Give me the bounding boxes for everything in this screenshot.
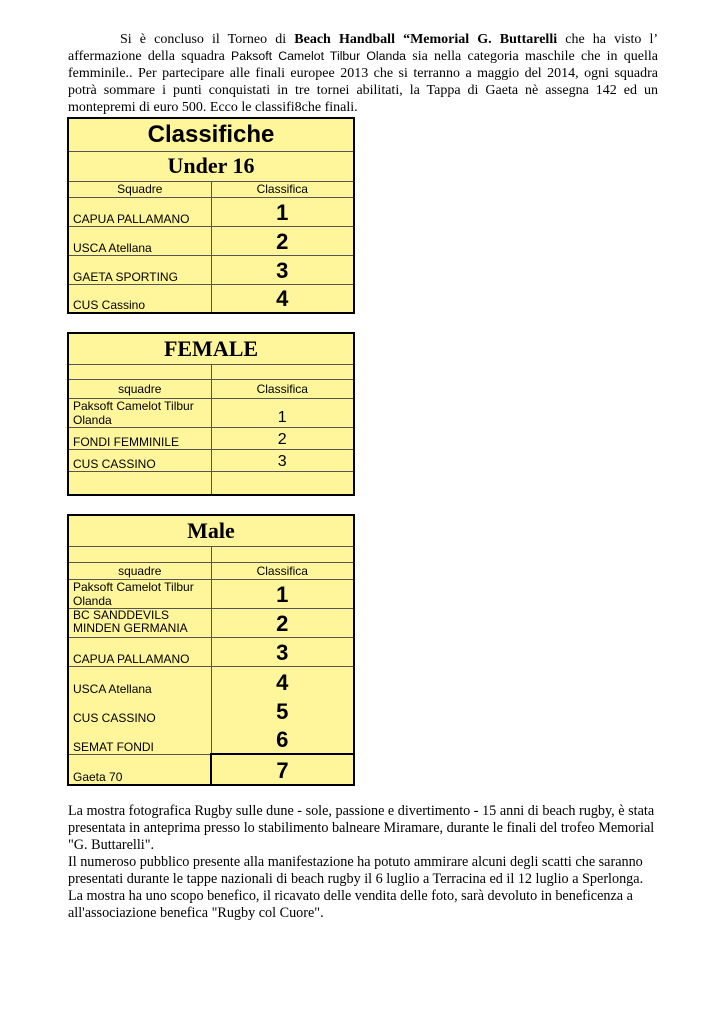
- table-row: [68, 754, 354, 785]
- male-table: [67, 514, 355, 786]
- category-title: Under 16: [68, 151, 354, 181]
- intro-text: che ha visto l’ affermazione della squadra: [68, 32, 659, 64]
- rank: 4: [211, 666, 354, 696]
- team-name: USCA Atellana: [68, 226, 211, 255]
- rank: 7: [211, 754, 354, 785]
- paragraph: La mostra fotografica Rugby sulle dune - sole, passione e divertimento - 15 anni di beach rugby, è stata presentata in anteprima presso lo stabilimento balneare Miramare, durante le finali del trofeo Memorial "G. Buttarelli".: [68, 803, 655, 853]
- table-row: [68, 666, 354, 696]
- table-row: [68, 427, 354, 449]
- female-table: [67, 332, 355, 496]
- paragraph: Il numeroso pubblico presente alla manifestazione ha potuto ammirare alcuni degli scatti che saranno presentati durante le tappe nazionali di beach rugby il 6 luglio a Terracina ed il 12 luglio a Sperlonga.: [68, 854, 644, 887]
- team-name: CUS CASSINO: [68, 449, 211, 471]
- intro-paragraph: [68, 31, 658, 116]
- rank: 2: [211, 608, 354, 637]
- table-row: [68, 284, 354, 313]
- table-row: [68, 637, 354, 666]
- column-header: Classifica: [211, 379, 354, 398]
- intro-text: Si è concluso il Torneo di: [120, 32, 295, 47]
- rank: 1: [211, 197, 354, 226]
- team-name: GAETA SPORTING: [68, 255, 211, 284]
- winning-team: Paksoft Camelot Tilbur Olanda: [231, 49, 407, 63]
- column-header: squadre: [68, 379, 211, 398]
- table-row: [68, 608, 354, 637]
- rank: 1: [211, 398, 354, 427]
- category-title: FEMALE: [68, 333, 354, 364]
- team-name: BC SANDDEVILS MINDEN GERMANIA: [68, 608, 211, 637]
- tournament-name: Beach Handball “Memorial G. Buttarelli: [294, 32, 558, 47]
- team-name: CAPUA PALLAMANO: [68, 637, 211, 666]
- rank: 2: [211, 226, 354, 255]
- team-name: CUS CASSINO: [68, 696, 211, 725]
- column-header: Classifica: [211, 181, 354, 197]
- rank: 4: [211, 284, 354, 313]
- rank: 3: [211, 449, 354, 471]
- table-title: Classifiche: [68, 118, 354, 151]
- team-name: CUS Cassino: [68, 284, 211, 313]
- team-name: Gaeta 70: [68, 754, 211, 785]
- rank: 5: [211, 696, 354, 725]
- closing-paragraphs: [68, 803, 658, 922]
- table-row: [68, 449, 354, 471]
- column-header: Squadre: [68, 181, 211, 197]
- team-name: Paksoft Camelot Tilbur Olanda: [68, 398, 211, 427]
- paragraph: La mostra ha uno scopo benefico, il ricavato delle vendita delle foto, sarà devoluto in beneficenza a all'associazione benefica "Rugby col Cuore".: [68, 888, 633, 921]
- team-name: USCA Atellana: [68, 666, 211, 696]
- rank: 3: [211, 637, 354, 666]
- column-header: Classifica: [211, 562, 354, 579]
- team-name: FONDI FEMMINILE: [68, 427, 211, 449]
- table-row: [68, 255, 354, 284]
- rank: 1: [211, 579, 354, 608]
- table-row: [68, 725, 354, 754]
- table-row: [68, 197, 354, 226]
- team-name: Paksoft Camelot Tilbur Olanda: [68, 579, 211, 608]
- team-name: SEMAT FONDI: [68, 725, 211, 754]
- table-row: [68, 696, 354, 725]
- column-header: squadre: [68, 562, 211, 579]
- rank: 2: [211, 427, 354, 449]
- rank: 3: [211, 255, 354, 284]
- rank: 6: [211, 725, 354, 754]
- table-row: [68, 226, 354, 255]
- table-row: [68, 579, 354, 608]
- under16-table: [67, 117, 355, 314]
- category-title: Male: [68, 515, 354, 546]
- intro-text: sia nella categoria maschile che in quella femminile.. Per partecipare alle finali europee 2013 che si terranno a maggio del 2014, ogni squadra potrà sommare i punti conquistati in tre tornei abilitati, la Tappa di Gaeta nè assegna 142 ed un montepremi di euro 500. Ecco le classifi8che finali.: [68, 49, 658, 115]
- table-row: [68, 398, 354, 427]
- team-name: CAPUA PALLAMANO: [68, 197, 211, 226]
